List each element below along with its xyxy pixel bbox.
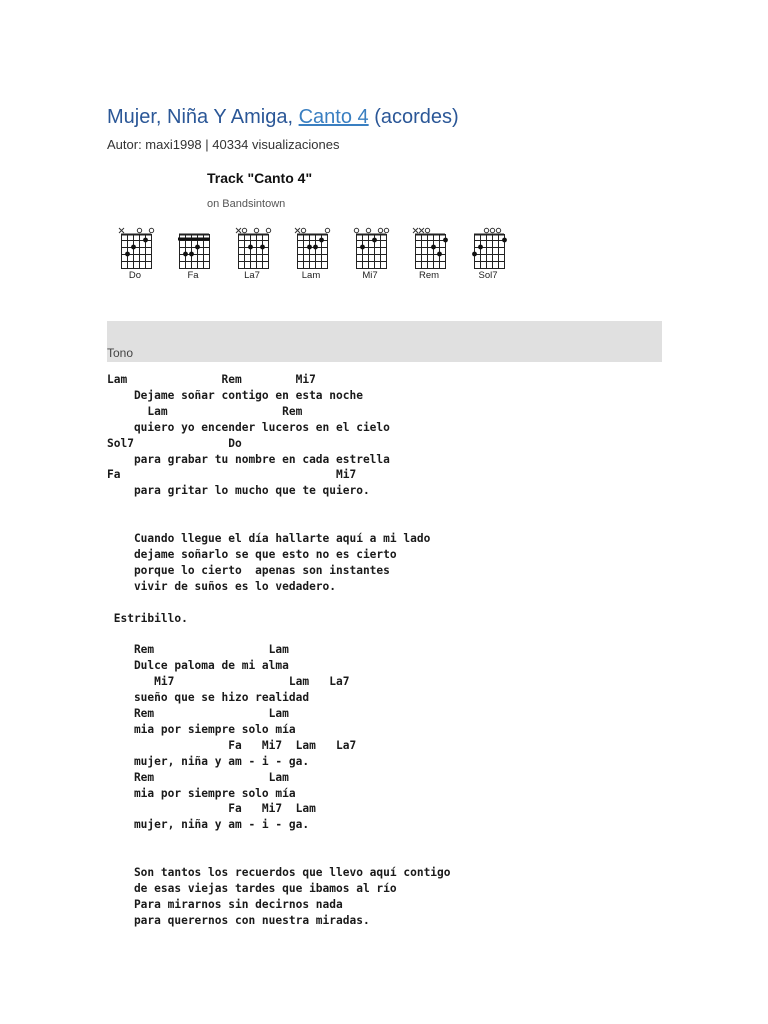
sheet-line: Dejame soñar contigo en esta noche <box>107 388 363 402</box>
sheet-line: Fa Mi7 Lam <box>107 802 316 816</box>
author-line: Autor: maxi1998 | 40334 visualizaciones <box>107 137 340 152</box>
chord-name: Sol7 <box>478 270 498 281</box>
chord-diagram-la7[interactable] <box>230 225 274 285</box>
sheet-line: Son tantos los recuerdos que llevo aquí contigo <box>107 866 451 880</box>
chord-diagram-rem[interactable] <box>407 225 451 285</box>
sheet-line: mujer, niña y am - i - ga. <box>107 754 310 768</box>
sheet-line: de esas viejas tardes que ibamos al río <box>107 882 397 895</box>
sheet-line: dejame soñarlo se que esto no es cierto <box>107 547 397 561</box>
sheet-line: mujer, niña y am - i - ga. <box>107 818 310 832</box>
chord-name: Mi7 <box>362 270 378 281</box>
sheet-line: vivir de suños es lo vedadero. <box>107 579 337 593</box>
sheet-line: para querernos con nuestra miradas. <box>107 913 370 927</box>
sheet-line: Sol7 Do <box>107 436 242 450</box>
chord-grid-la7-icon <box>230 225 274 271</box>
sheet-line: Para mirarnos sin decirnos nada <box>107 897 343 911</box>
chord-grid-fa-icon <box>171 225 215 271</box>
sheet-line <box>107 515 451 531</box>
sheet-line: Estribillo. <box>107 611 188 625</box>
chord-name: Rem <box>418 270 440 281</box>
sheet-line: para grabar tu nombre en cada estrella <box>107 452 390 466</box>
song-title <box>107 106 459 129</box>
chord-name: Fa <box>187 270 199 281</box>
title-suffix: (acordes) <box>368 106 459 128</box>
chord-diagram-sol7[interactable] <box>466 225 510 285</box>
sheet-line: Fa Mi7 Lam La7 <box>107 738 357 752</box>
chord-diagram-lam[interactable] <box>289 225 333 285</box>
chord-diagram-do[interactable] <box>113 225 157 285</box>
chord-name: Do <box>128 270 142 281</box>
sheet-line <box>107 499 451 515</box>
chord-grid-mi7-icon <box>348 225 392 271</box>
chord-grid-do-icon <box>113 225 157 271</box>
sheet-line: sueño que se hizo realidad <box>107 691 310 705</box>
tono-label: Tono <box>107 346 134 360</box>
track-title[interactable]: Track "Canto 4" <box>207 170 313 186</box>
sheet-line: mia por siempre solo mía <box>107 786 296 800</box>
sheet-line: Rem Lam <box>107 770 289 784</box>
sheet-line: Lam Rem <box>107 404 303 418</box>
sheet-line <box>107 849 451 865</box>
tono-bar <box>107 321 662 362</box>
song-link[interactable]: Canto 4 <box>298 106 369 128</box>
sheet-line <box>107 595 451 611</box>
sheet-line: mia por siempre solo mía <box>107 722 296 736</box>
chord-grid-rem-icon <box>407 225 451 271</box>
chord-sheet <box>107 372 451 929</box>
chord-diagram-fa[interactable] <box>171 225 215 285</box>
sheet-line: para gritar lo mucho que te quiero. <box>107 484 370 498</box>
track-subtitle[interactable]: on Bandsintown <box>207 198 286 210</box>
sheet-line: Fa Mi7 <box>107 468 357 482</box>
sheet-line: Dulce paloma de mi alma <box>107 659 289 673</box>
sheet-line: quiero yo encender luceros en el cielo <box>107 420 390 434</box>
sheet-line: Cuando llegue el día hallarte aquí a mi lado <box>107 532 431 546</box>
sheet-line: Lam Rem Mi7 <box>107 373 316 386</box>
sheet-line: Rem Lam <box>107 643 289 657</box>
chord-grid-sol7-icon <box>466 225 510 271</box>
sheet-line <box>107 833 451 849</box>
sheet-line <box>107 627 451 643</box>
sheet-line: Mi7 Lam La7 <box>107 675 350 689</box>
sheet-line: Rem Lam <box>107 707 289 721</box>
chord-diagram-mi7[interactable] <box>348 225 392 285</box>
chord-name: Lam <box>301 270 321 281</box>
chord-name: La7 <box>244 270 260 281</box>
chord-grid-lam-icon <box>289 225 333 271</box>
title-prefix: Mujer, Niña Y Amiga, <box>107 106 299 128</box>
sheet-line: porque lo cierto apenas son instantes <box>107 563 390 577</box>
